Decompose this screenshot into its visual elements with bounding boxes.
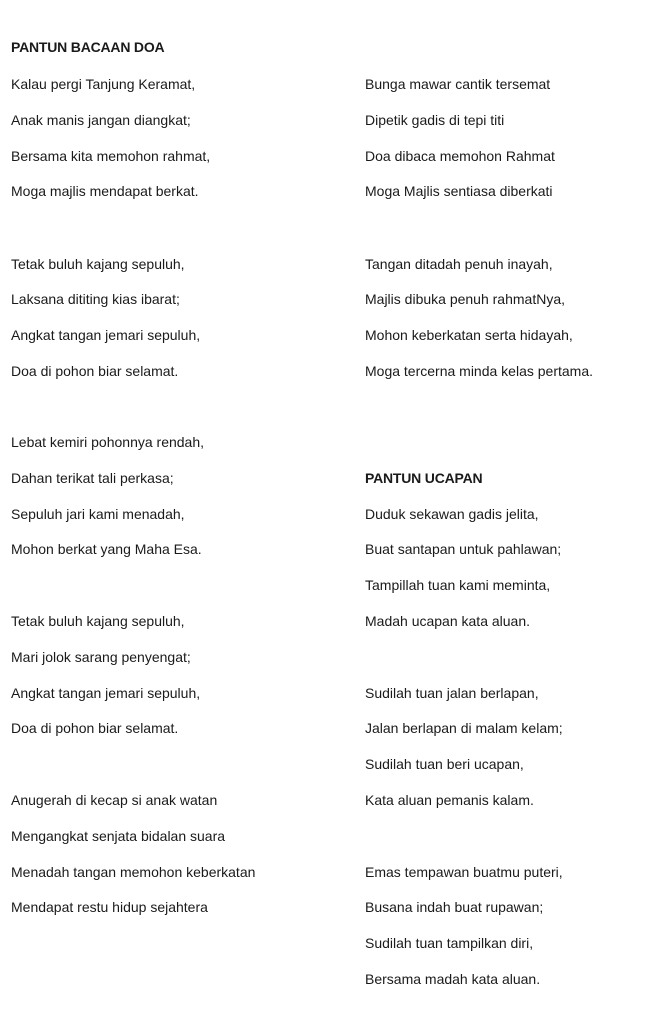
verse-line: Tetak buluh kajang sepuluh, — [11, 613, 185, 629]
verse-line: Dipetik gadis di tepi titi — [365, 112, 505, 128]
verse-line: Mari jolok sarang penyengat; — [11, 649, 191, 665]
verse-line: Sudilah tuan beri ucapan, — [365, 756, 524, 772]
verse-line: Anugerah di kecap si anak watan — [11, 792, 218, 808]
verse-line: Mohon berkat yang Maha Esa. — [11, 541, 202, 557]
verse-line: Menadah tangan memohon keberkatan — [11, 864, 256, 880]
verse-line: Moga majlis mendapat berkat. — [11, 183, 199, 199]
verse-line: Kalau pergi Tanjung Keramat, — [11, 76, 196, 92]
verse-line: Jalan berlapan di malam kelam; — [365, 720, 563, 736]
verse-line: Mohon keberkatan serta hidayah, — [365, 327, 573, 343]
verse-line: Angkat tangan jemari sepuluh, — [11, 685, 201, 701]
verse-line: Laksana dititing kias ibarat; — [11, 291, 180, 307]
verse-line: Duduk sekawan gadis jelita, — [365, 506, 539, 522]
verse-line: Sudilah tuan tampilkan diri, — [365, 935, 534, 951]
verse-line: Busana indah buat rupawan; — [365, 899, 544, 915]
verse-line: Doa di pohon biar selamat. — [11, 363, 179, 379]
verse-line: Mengangkat senjata bidalan suara — [11, 828, 226, 844]
title-pantun-bacaan-doa: PANTUN BACAAN DOA — [11, 39, 165, 55]
verse-line: Dahan terikat tali perkasa; — [11, 470, 174, 486]
title-pantun-ucapan: PANTUN UCAPAN — [365, 470, 483, 486]
verse-line: Anak manis jangan diangkat; — [11, 112, 191, 128]
verse-line: Tangan ditadah penuh inayah, — [365, 256, 553, 272]
verse-line: Doa di pohon biar selamat. — [11, 720, 179, 736]
verse-line: Doa dibaca memohon Rahmat — [365, 148, 555, 164]
verse-line: Moga tercerna minda kelas pertama. — [365, 363, 593, 379]
verse-line: Tampillah tuan kami meminta, — [365, 577, 551, 593]
verse-line: Sudilah tuan jalan berlapan, — [365, 685, 539, 701]
verse-line: Bunga mawar cantik tersemat — [365, 76, 551, 92]
verse-line: Emas tempawan buatmu puteri, — [365, 864, 563, 880]
verse-line: Sepuluh jari kami menadah, — [11, 506, 185, 522]
verse-line: Buat santapan untuk pahlawan; — [365, 541, 562, 557]
verse-line: Lebat kemiri pohonnya rendah, — [11, 434, 205, 450]
verse-line: Moga Majlis sentiasa diberkati — [365, 183, 553, 199]
verse-line: Majlis dibuka penuh rahmatNya, — [365, 291, 565, 307]
verse-line: Mendapat restu hidup sejahtera — [11, 899, 208, 915]
verse-line: Tetak buluh kajang sepuluh, — [11, 256, 185, 272]
verse-line: Kata aluan pemanis kalam. — [365, 792, 534, 808]
verse-line: Bersama madah kata aluan. — [365, 971, 541, 987]
verse-line: Madah ucapan kata aluan. — [365, 613, 531, 629]
verse-line: Angkat tangan jemari sepuluh, — [11, 327, 201, 343]
verse-line: Bersama kita memohon rahmat, — [11, 148, 211, 164]
